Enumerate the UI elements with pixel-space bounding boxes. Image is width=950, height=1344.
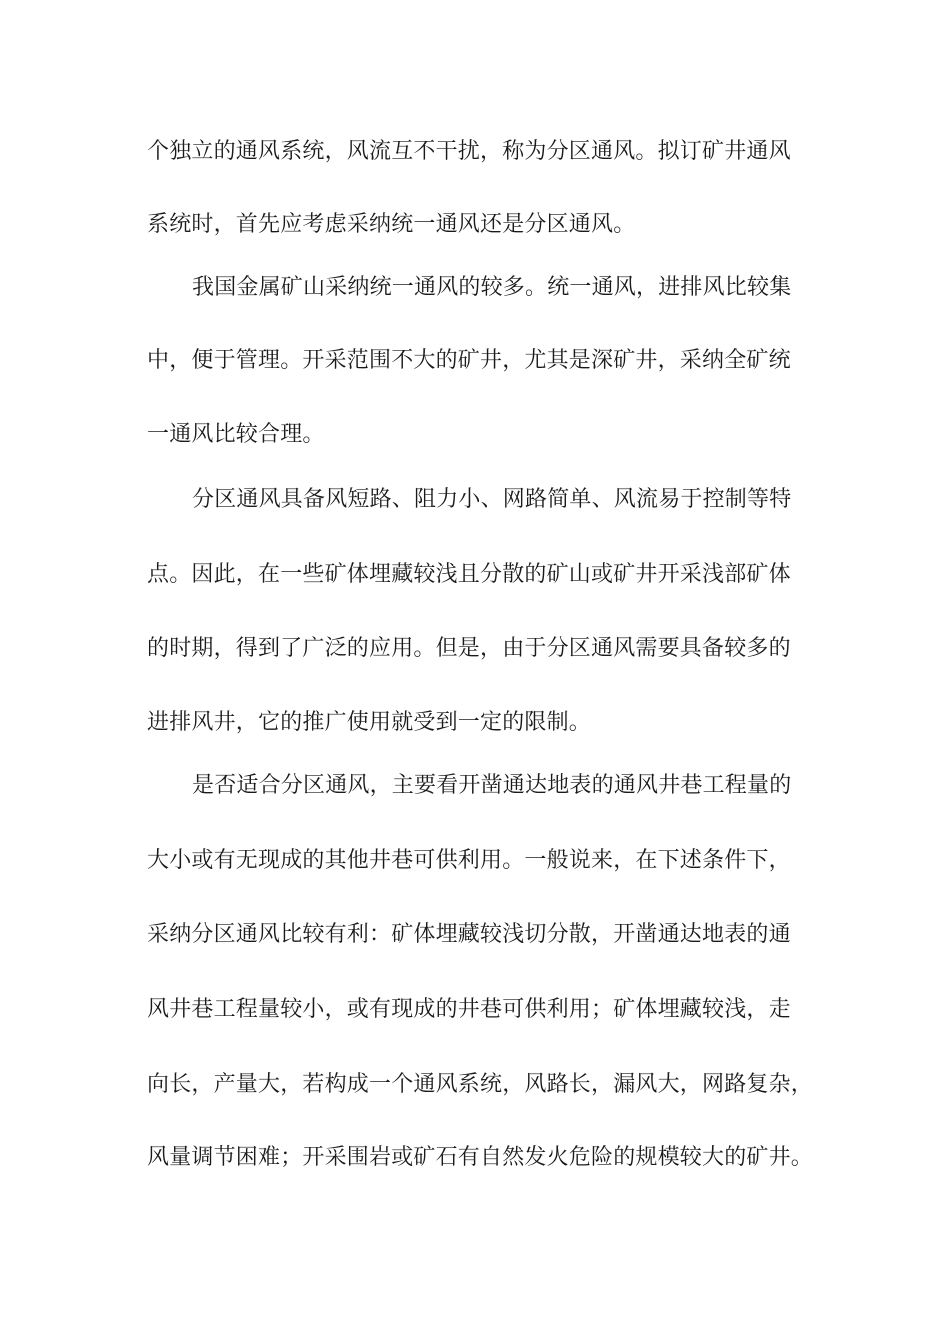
text-line: 风井巷工程量较小，或有现成的井巷可供利用；矿体埋藏较浅，走 xyxy=(147,997,791,1022)
text-line: 个独立的通风系统，风流互不干扰，称为分区通风。拟订矿井通风 xyxy=(147,139,791,164)
text-line: 风量调节困难；开采围岩或矿石有自然发火危险的规模较大的矿井。 xyxy=(147,1145,814,1170)
text-line: 系统时，首先应考虑采纳统一通风还是分区通风。 xyxy=(147,212,636,237)
paragraph-start-line: 分区通风具备风短路、阻力小、网路简单、风流易于控制等特 xyxy=(192,487,792,512)
text-line: 大小或有无现成的其他井巷可供利用。一般说来，在下述条件下， xyxy=(147,848,791,873)
text-line: 一通风比较合理。 xyxy=(147,422,325,447)
paragraph-start-line: 是否适合分区通风，主要看开凿通达地表的通风井巷工程量的 xyxy=(192,773,792,798)
text-line: 点。因此，在一些矿体埋藏较浅且分散的矿山或矿井开采浅部矿体 xyxy=(147,562,791,587)
text-line: 的时期，得到了广泛的应用。但是，由于分区通风需要具备较多的 xyxy=(147,636,791,661)
text-line: 采纳分区通风比较有利：矿体埋藏较浅切分散，开凿通达地表的通 xyxy=(147,922,791,947)
paragraph-start-line: 我国金属矿山采纳统一通风的较多。统一通风，进排风比较集 xyxy=(192,275,792,300)
text-line: 中，便于管理。开采范围不大的矿井，尤其是深矿井，采纳全矿统 xyxy=(147,348,791,373)
text-line: 向长，产量大，若构成一个通风系统，风路长，漏风大，网路复杂， xyxy=(147,1072,814,1097)
text-line: 进排风井，它的推广使用就受到一定的限制。 xyxy=(147,710,592,735)
